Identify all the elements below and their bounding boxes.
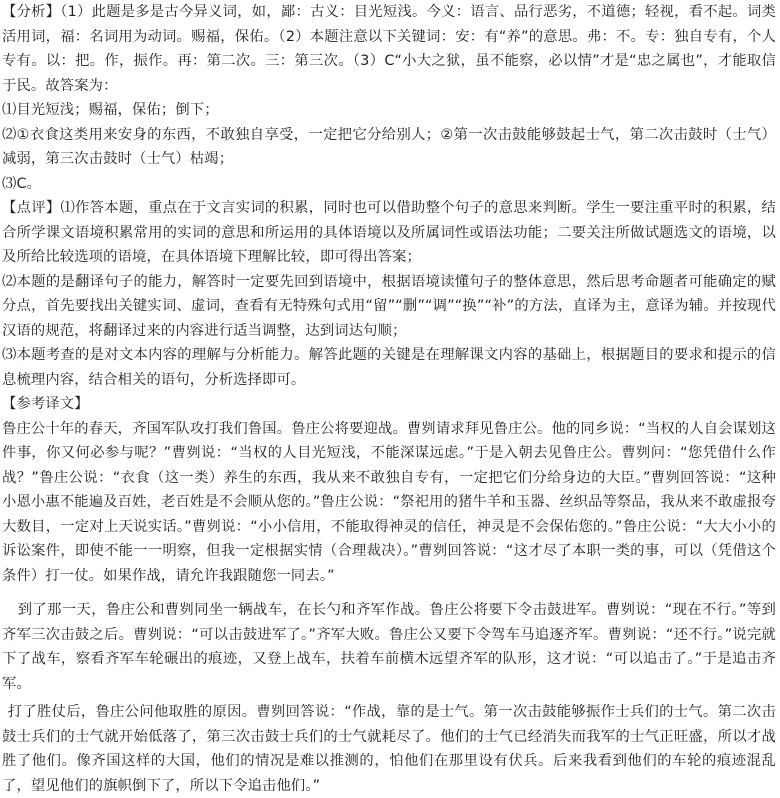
analysis-paragraph (2, 0, 776, 98)
translation-paragraph-3: 打了胜仗后，鲁庄公问他取胜的原因。曹刿回答说：“作战，靠的是士气。第一次击鼓能够振作士兵们的士气。第二次击鼓士兵们的士气就开始低落了，第三次击鼓士兵们的士气就耗尽了。他们的士气已经消失而我军的士气正旺盛，所以才战胜了他们。像齐国这样的大国，他们的情况是难以推测的，怕他们在那里设有伏兵。后来我看到他们的车轮的痕迹混乱了，望见他们的旗帜倒下了，所以下令追击他们。” (2, 704, 776, 794)
translation-paragraph-1: 鲁庄公十年的春天，齐国军队攻打我们鲁国。鲁庄公将要迎战。曹刿请求拜见鲁庄公。他的同乡说：“当权的人自会谋划这件事，你又何必参与呢？”曹刿说：“当权的人目光短浅，不能深谋远虑。”于是入朝去见鲁庄公。曹刿问：“您凭借什么作战？”鲁庄公说：“衣食（这一类）养生的东西，我从来不敢独自专有，一定把它们分给身边的大臣。”曹刿回答说：“这种小恩小惠不能遍及百姓，老百姓是不会顺从您的。”鲁庄公说：“祭祀用的猪牛羊和玉器、丝织品等祭品，我从来不敢虚报夸大数目，一定对上天说实话。”曹刿说：“小小信用，不能取得神灵的信任，神灵是不会保佑您的。”鲁庄公说：“大大小小的诉讼案件，即使不能一一明察，但我一定根据实情（合理裁决）。”曹刿回答说：“这才尽了本职一类的事，可以（凭借这个条件）打一仗。如果作战，请允许我跟随您一同去。” (2, 420, 776, 584)
comment-paragraph (2, 196, 776, 270)
answer-3: ⑶C。 (2, 175, 42, 192)
comment-text-3: ⑶本题考查的是对文本内容的理解与分析能力。解答此题的关键是在理解课文内容的基础上，根据题目的要求和提示的信息梳理内容，结合相关的语句，分析选择即可。 (2, 347, 776, 388)
translation-paragraph-2: 到了那一天，鲁庄公和曹刿同坐一辆战车，在长勺和齐军作战。鲁庄公将要下令击鼓进军。曹刿说：“现在不行。”等到齐军三次击鼓之后。曹刿说：“可以击鼓进军了。”齐军大败。鲁庄公又要下令驾车马追逐齐军。曹刿说：“还不行。”说完就下了战车，察看齐军车轮碾出的痕迹，又登上战车，扶着车前横木远望齐军的队形，这才说：“可以追击了。”于是追击齐军。 (2, 602, 776, 692)
paragraph-gap (2, 588, 776, 598)
translation-label: 【参考译文】 (2, 396, 89, 412)
answer-1: ⑴目光短浅；赐福，保佑；倒下； (2, 102, 219, 118)
analysis-text: （1）此题是多是古今异义词，如，鄙：古义：目光短浅。今义：语言、品行恶劣，不道德；轻视，看不起。词类活用词，福：名词用为动词。赐福，保佑。（2）本题注意以下关键词：安：有“养”的意思。弗：不。专：独自专有，个人专有。以：把。作，振作。再：第二次。三：第三次。（3）C“小大之狱，虽不能察，必以情”才是“忠之属也”，才能取信于民。故答案为： (2, 4, 776, 94)
analysis-label: 【分析】 (2, 4, 61, 20)
comment-text-2: ⑵本题的是翻译句子的能力，解答时一定要先回到语境中，根据语境读懂句子的整体意思，然后思考命题者可能确定的赋分点，首先要找出关键实词、虚词，查看有无特殊句式用“留”“删”“调”“换”“补”的方法，直译为主，意译为辅。并按现代汉语的规范，将翻译过来的内容进行适当调整，达到词达句顺； (2, 273, 776, 339)
comment-text-1: ⑴作答本题，重点在于文言实词的积累，同时也可以借助整个句子的意思来判断。学生一要注重平时的积累，结合所学课文语境积累常用的实词的意思和所运用的具体语境以及所属词性或语法功能；二要关注所做试题选文的语境，以及所给比较选项的语境，在具体语境下理解比较，即可得出答案； (2, 200, 776, 265)
answer-2: ⑵①衣食这类用来安身的东西，不敢独自享受，一定把它分给别人；②第一次击鼓能够鼓起士气，第二次击鼓时（士气）减弱，第三次击鼓时（士气）枯竭； (2, 126, 776, 167)
comment-label: 【点评】 (2, 200, 61, 216)
